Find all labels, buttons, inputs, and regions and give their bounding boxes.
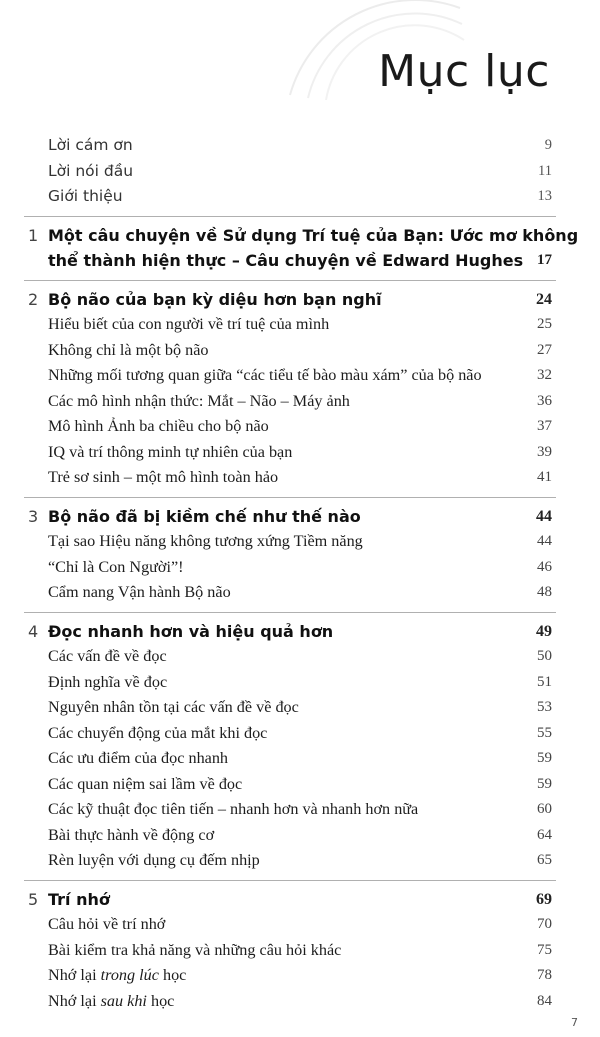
toc-entry-front[interactable] bbox=[0, 159, 600, 185]
chapter-heading-1[interactable] bbox=[0, 223, 600, 249]
chapter-number: 4 bbox=[28, 621, 39, 641]
toc-entry-page: 60 bbox=[537, 801, 552, 817]
toc-entry-text: Mô hình Ảnh ba chiều cho bộ não bbox=[48, 417, 269, 435]
toc-entry[interactable] bbox=[0, 823, 600, 849]
toc-entry[interactable] bbox=[0, 721, 600, 747]
page-title: Mục lục bbox=[378, 46, 550, 97]
toc-entry-page: 84 bbox=[537, 992, 552, 1009]
toc-entry[interactable] bbox=[0, 312, 600, 338]
chapter-number: 1 bbox=[28, 225, 39, 245]
toc-entry-text: Định nghĩa về đọc bbox=[48, 672, 168, 691]
toc-entry-text-suffix: học bbox=[146, 991, 175, 1010]
toc-entry[interactable] bbox=[0, 580, 600, 606]
toc-entry-text-suffix: học bbox=[158, 966, 187, 984]
toc-entry-page: 41 bbox=[537, 469, 552, 485]
section-divider bbox=[24, 280, 556, 281]
toc-entry-page: 27 bbox=[537, 341, 552, 358]
toc-entry-front[interactable] bbox=[0, 133, 600, 159]
section-divider bbox=[24, 497, 556, 498]
toc-entry-text: Các ưu điểm của đọc nhanh bbox=[48, 749, 229, 767]
toc-entry-text: Câu hỏi về trí nhớ bbox=[48, 915, 166, 933]
toc-entry[interactable] bbox=[0, 912, 600, 938]
toc-entry[interactable] bbox=[0, 465, 600, 491]
toc-entry[interactable] bbox=[0, 848, 600, 874]
toc-entry-text bbox=[48, 963, 186, 989]
toc-entry[interactable] bbox=[0, 989, 600, 1015]
toc-entry-page: 9 bbox=[544, 137, 552, 153]
toc-entry-text: Giới thiệu bbox=[48, 187, 123, 205]
toc-entry[interactable] bbox=[0, 389, 600, 415]
toc-entry-page: 78 bbox=[537, 967, 552, 983]
toc-entry-page: 39 bbox=[537, 443, 552, 460]
toc-entry-text: Hiểu biết của con người về trí tuệ của mình bbox=[48, 315, 330, 333]
chapter-title: Trí nhớ bbox=[48, 889, 110, 909]
chapter-page: 17 bbox=[537, 252, 552, 268]
toc-entry[interactable] bbox=[0, 695, 600, 721]
toc-entry-page: 59 bbox=[537, 750, 552, 766]
toc-entry-page: 48 bbox=[537, 584, 552, 600]
toc-entry-text: Bài kiểm tra khả năng và những câu hỏi khác bbox=[48, 940, 342, 959]
chapter-heading-2[interactable] bbox=[0, 287, 600, 313]
toc-entry-text: Rèn luyện với dụng cụ đếm nhịp bbox=[48, 851, 260, 869]
toc-entry[interactable] bbox=[0, 414, 600, 440]
toc-entry-page: 70 bbox=[537, 916, 552, 932]
chapter-heading-4[interactable] bbox=[0, 619, 600, 645]
toc-entry[interactable] bbox=[0, 529, 600, 555]
chapter-title: Đọc nhanh hơn và hiệu quả hơn bbox=[48, 621, 334, 641]
toc-entry-page: 65 bbox=[537, 852, 552, 868]
toc-entry-text-emphasis: trong lúc bbox=[100, 966, 159, 984]
section-divider bbox=[24, 880, 556, 881]
toc-entry[interactable] bbox=[0, 746, 600, 772]
toc-entry-page: 55 bbox=[537, 724, 552, 741]
section-divider bbox=[24, 216, 556, 217]
toc-entry[interactable] bbox=[0, 440, 600, 466]
chapter-page: 69 bbox=[536, 890, 552, 908]
toc-entry-page: 37 bbox=[537, 418, 552, 434]
toc-entry[interactable] bbox=[0, 670, 600, 696]
section-divider bbox=[24, 612, 556, 613]
chapter-heading-1-continued[interactable] bbox=[0, 248, 600, 274]
toc-entry-page: 13 bbox=[537, 188, 552, 204]
toc-entry-text: Lời nói đầu bbox=[48, 161, 134, 180]
toc-entry[interactable] bbox=[0, 772, 600, 798]
toc-entry[interactable] bbox=[0, 363, 600, 389]
toc-entry-page: 75 bbox=[537, 941, 552, 958]
chapter-title-line2: thể thành hiện thực – Câu chuyện về Edward Hughes bbox=[48, 251, 524, 270]
toc-entry[interactable] bbox=[0, 338, 600, 364]
toc-entry[interactable] bbox=[0, 938, 600, 964]
toc-entry[interactable] bbox=[0, 963, 600, 989]
table-of-contents bbox=[0, 133, 600, 1014]
toc-entry-text: Các quan niệm sai lầm về đọc bbox=[48, 774, 243, 793]
chapter-number: 3 bbox=[28, 506, 39, 526]
chapter-page: 44 bbox=[536, 507, 552, 525]
toc-entry-front[interactable] bbox=[0, 184, 600, 210]
toc-entry[interactable] bbox=[0, 555, 600, 581]
toc-entry-page: 51 bbox=[537, 673, 552, 690]
toc-entry-text: Nguyên nhân tồn tại các vấn đề về đọc bbox=[48, 698, 299, 716]
toc-entry-page: 64 bbox=[537, 826, 552, 843]
toc-entry-text: Lời cám ơn bbox=[48, 136, 133, 154]
toc-entry-text-emphasis: sau khi bbox=[100, 991, 147, 1010]
toc-entry-page: 50 bbox=[537, 648, 552, 664]
chapter-number: 2 bbox=[28, 289, 39, 309]
toc-entry-text: Những mối tương quan giữa “các tiểu tế bào màu xám” của bộ não bbox=[48, 366, 482, 384]
toc-entry-text-prefix: Nhớ lại bbox=[48, 966, 101, 984]
toc-entry-text: Các kỹ thuật đọc tiên tiến – nhanh hơn và nhanh hơn nữa bbox=[48, 800, 419, 818]
toc-entry-text: Tại sao Hiệu năng không tương xứng Tiềm năng bbox=[48, 532, 363, 550]
toc-entry-text: Cẩm nang Vận hành Bộ não bbox=[48, 583, 231, 601]
toc-entry-page: 32 bbox=[537, 367, 552, 383]
chapter-heading-3[interactable] bbox=[0, 504, 600, 530]
toc-entry-page: 36 bbox=[537, 392, 552, 409]
toc-entry-text: Bài thực hành về động cơ bbox=[48, 825, 215, 844]
toc-entry-page: 11 bbox=[538, 162, 552, 179]
chapter-page: 24 bbox=[536, 290, 552, 308]
chapter-heading-5[interactable] bbox=[0, 887, 600, 913]
page-number: 7 bbox=[571, 1016, 578, 1029]
toc-entry-page: 53 bbox=[537, 699, 552, 715]
toc-entry-text: Không chỉ là một bộ não bbox=[48, 340, 209, 359]
toc-entry-text: Trẻ sơ sinh – một mô hình toàn hảo bbox=[48, 468, 279, 486]
toc-entry-page: 44 bbox=[537, 533, 552, 549]
toc-entry-text: Các mô hình nhận thức: Mắt – Não – Máy ảnh bbox=[48, 391, 350, 410]
toc-entry-text: Các chuyển động của mắt khi đọc bbox=[48, 723, 268, 742]
toc-entry-text: IQ và trí thông minh tự nhiên của bạn bbox=[48, 442, 293, 461]
toc-entry-page: 46 bbox=[537, 558, 552, 575]
chapter-number: 5 bbox=[28, 889, 39, 909]
chapter-page: 49 bbox=[536, 622, 552, 640]
chapter-title: Bộ não của bạn kỳ diệu hơn bạn nghĩ bbox=[48, 289, 382, 309]
toc-entry-text-prefix: Nhớ lại bbox=[48, 991, 101, 1010]
toc-entry-text: “Chỉ là Con Người”! bbox=[48, 557, 184, 576]
toc-entry[interactable] bbox=[0, 644, 600, 670]
chapter-title: Một câu chuyện về Sử dụng Trí tuệ của Bạn: Ước mơ không bbox=[48, 225, 579, 245]
toc-entry-page: 59 bbox=[537, 775, 552, 792]
chapter-title: Bộ não đã bị kiềm chế như thế nào bbox=[48, 506, 361, 526]
toc-entry[interactable] bbox=[0, 797, 600, 823]
toc-entry-text: Các vấn đề về đọc bbox=[48, 647, 167, 665]
toc-entry-page: 25 bbox=[537, 316, 552, 332]
toc-entry-text bbox=[48, 989, 174, 1015]
